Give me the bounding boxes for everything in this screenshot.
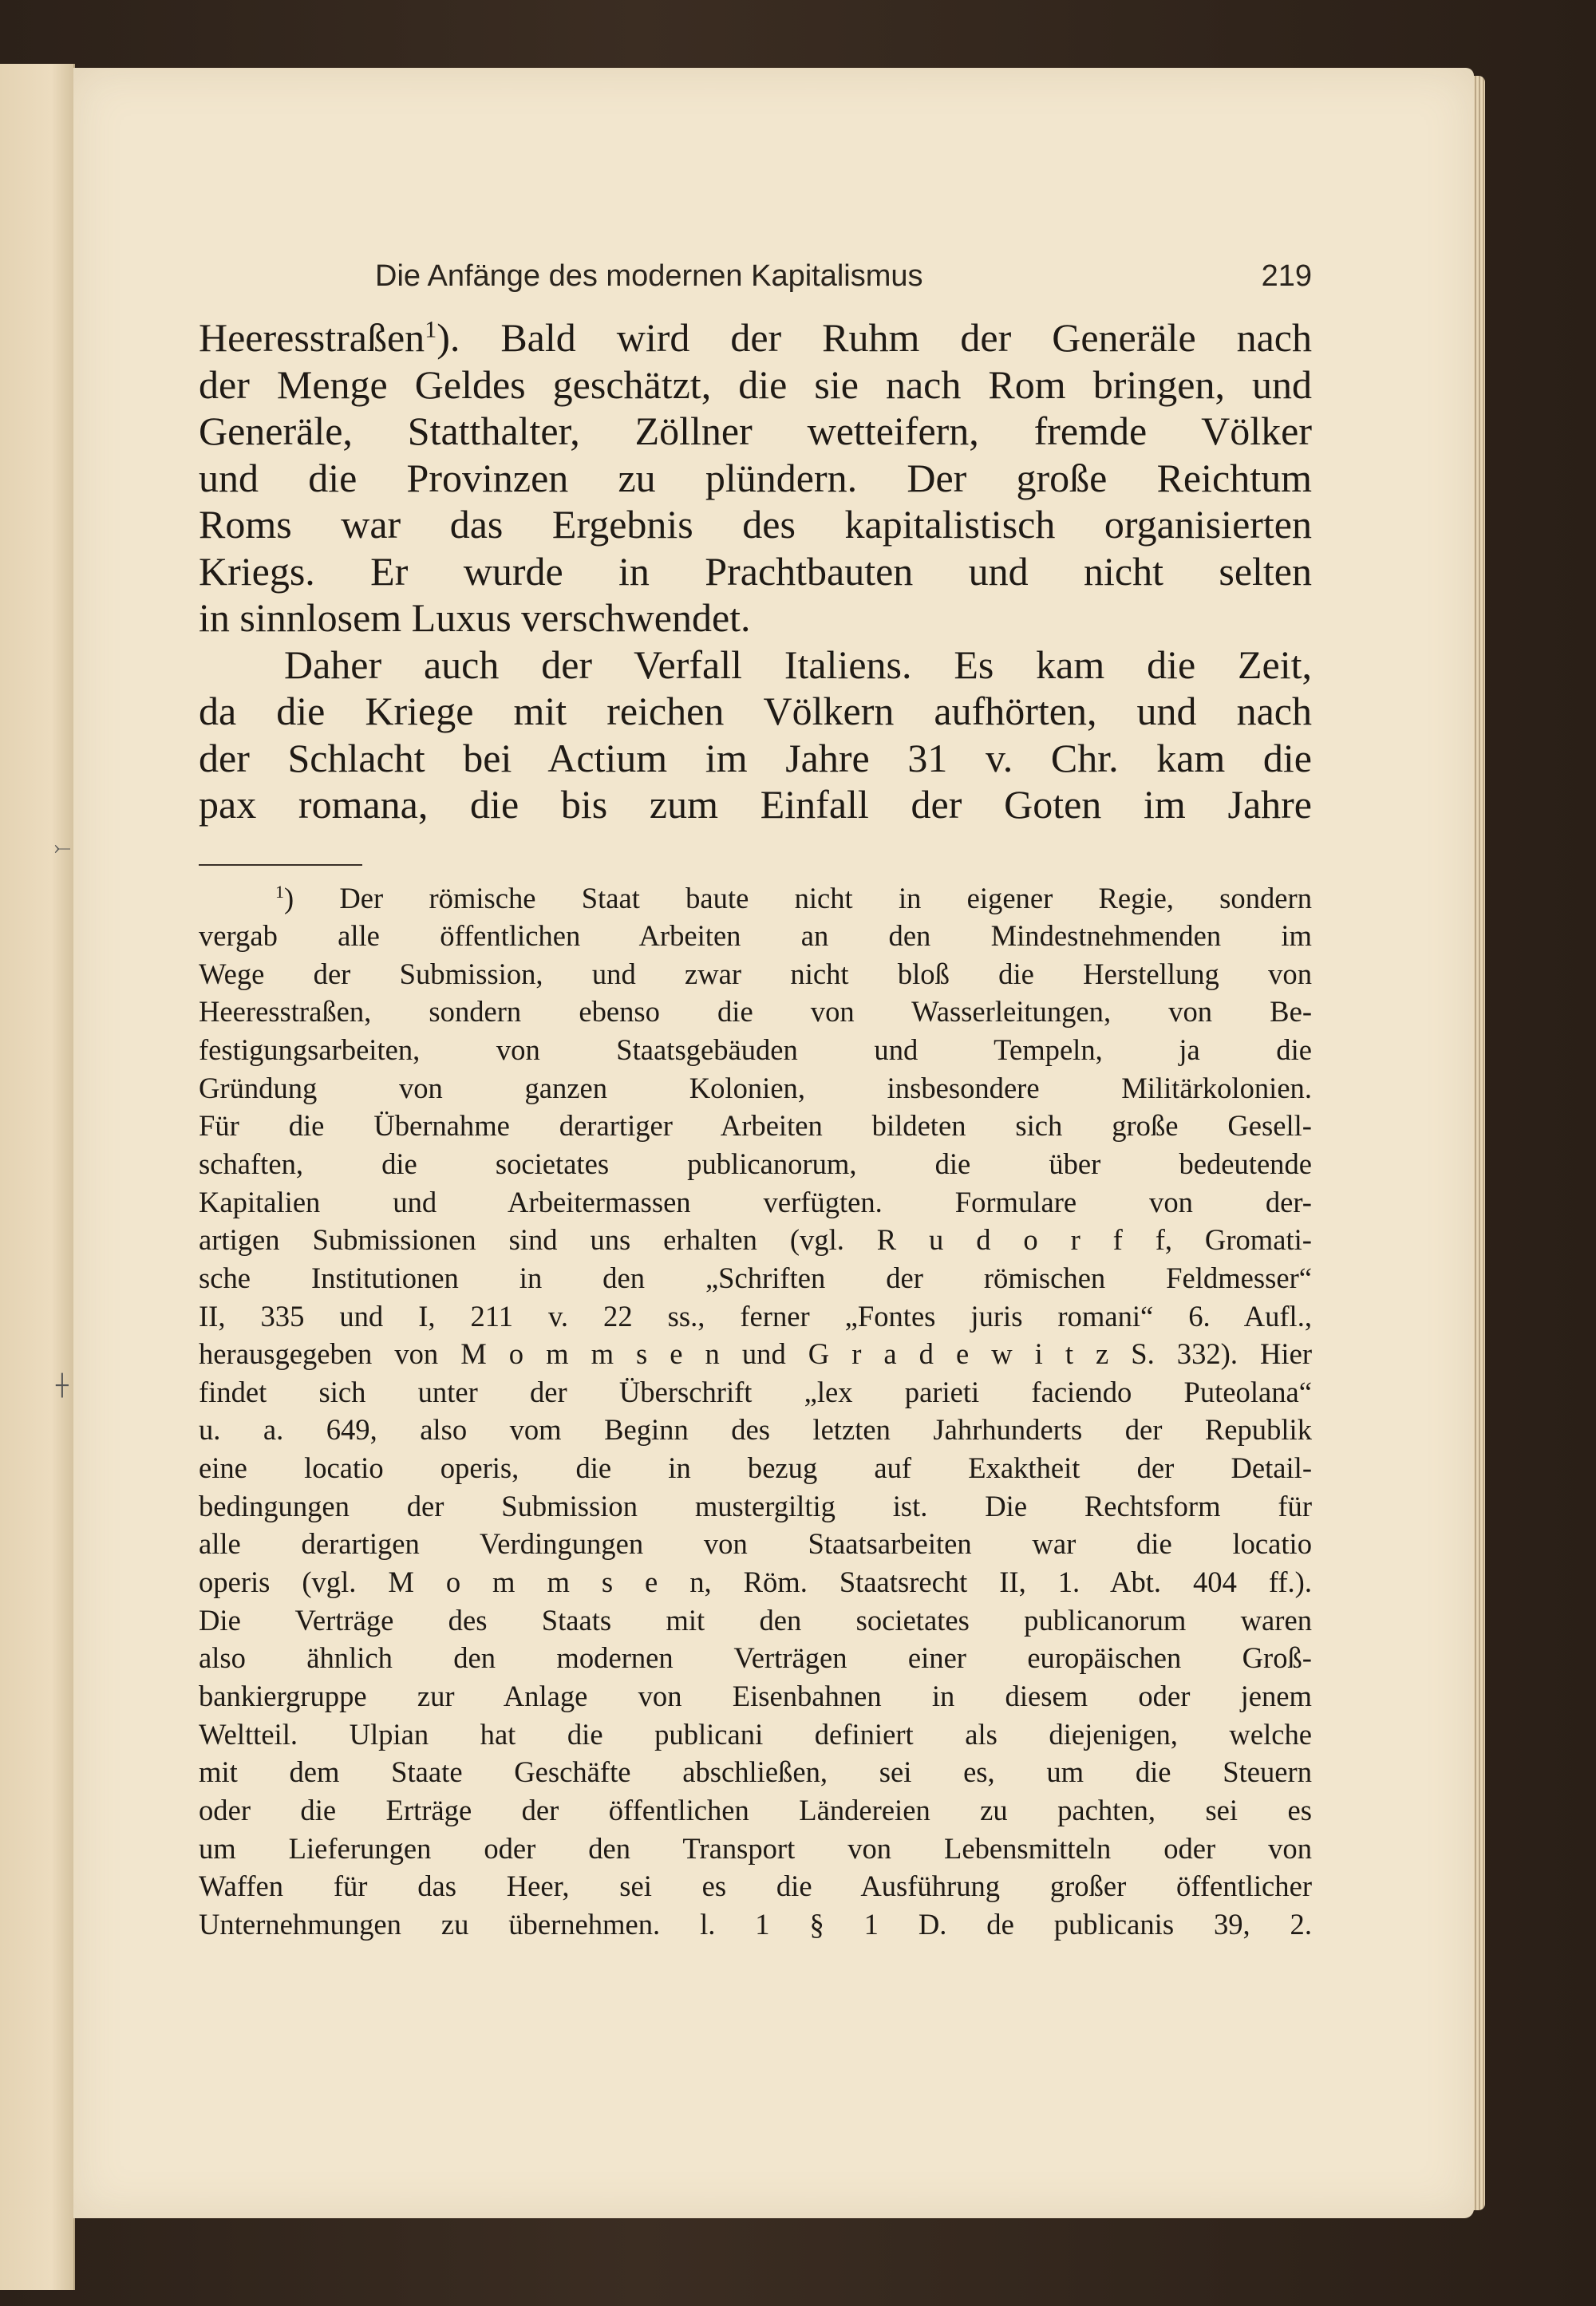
footnote-line: um Lieferungen oder den Transport von Lebensmitteln oder von xyxy=(199,1831,1312,1865)
footnote xyxy=(199,879,1312,1944)
body-line: der Schlacht bei Actium im Jahre 31 v. Chr. kam die xyxy=(199,735,1312,780)
body-line: in sinnlosem Luxus verschwendet. xyxy=(199,595,751,640)
body-line: Generäle, Statthalter, Zöllner wetteifern, fremde Völker xyxy=(199,409,1312,453)
body-line-1-start: Heeresstraßen xyxy=(199,315,425,360)
footnote-line: Heeresstraßen, sondern ebenso die von Wasserleitungen, von Be- xyxy=(199,995,1312,1029)
body-line: pax romana, die bis zum Einfall der Goten im Jahre xyxy=(199,782,1312,827)
footnote-line: alle derartigen Verdingungen von Staatsarbeiten war die locatio xyxy=(199,1527,1312,1561)
footnote-line: Waffen für das Heer, sei es die Ausführung großer öffentlicher xyxy=(199,1870,1312,1903)
footnote-line: artigen Submissionen sind uns erhalten (vgl. R u d o r f f, Gromati- xyxy=(199,1223,1312,1257)
page-content xyxy=(199,259,1312,1943)
body-line: Kriegs. Er wurde in Prachtbauten und nicht selten xyxy=(199,548,1312,594)
footnote-line: sche Institutionen in den „Schriften der römischen Feldmesser“ xyxy=(199,1261,1312,1294)
running-head xyxy=(199,259,1312,307)
footnote-reference: 1 xyxy=(425,316,437,343)
previous-page-edge xyxy=(0,64,75,2290)
footnote-marker: 1 xyxy=(275,881,284,902)
body-line: der Menge Geldes geschätzt, die sie nach Rom bringen, und xyxy=(199,361,1312,407)
footnote-line: bankiergruppe zur Anlage von Eisenbahnen in diesem oder jenem xyxy=(199,1679,1312,1712)
footnote-line: Wege der Submission, und zwar nicht bloß die Herstellung von xyxy=(199,957,1312,990)
body-line: Roms war das Ergebnis des kapitalistisch organisierten xyxy=(199,502,1312,547)
body-line: und die Provinzen zu plündern. Der große Reichtum xyxy=(199,455,1312,500)
page-number: 219 xyxy=(1261,259,1312,293)
footnote-line: oder die Erträge der öffentlichen Ländereien zu pachten, sei es xyxy=(199,1793,1312,1826)
footnote-line: Für die Übernahme derartiger Arbeiten bildeten sich große Gesell- xyxy=(199,1109,1312,1143)
footnote-line: herausgegeben von M o m m s e n und G r a d e w i t z S. 332). Hier xyxy=(199,1337,1312,1371)
body-line: Daher auch der Verfall Italiens. Es kam die Zeit, xyxy=(284,642,1312,687)
footnote-line: II, 335 und I, 211 v. 22 ss., ferner „Fontes juris romani“ 6. Aufl., xyxy=(199,1299,1312,1333)
main-text xyxy=(199,314,1312,828)
footnote-line xyxy=(199,879,1312,918)
footnote-line: operis (vgl. M o m m s e n, Röm. Staatsrecht II, 1. Abt. 404 ff.). xyxy=(199,1566,1312,1599)
running-head-title: Die Anfänge des modernen Kapitalismus xyxy=(375,259,923,293)
footnote-separator xyxy=(199,864,362,866)
footnote-line: Gründung von ganzen Kolonien, insbesondere Militärkolonien. xyxy=(199,1071,1312,1104)
margin-arrow-icon: ⤚ xyxy=(54,836,71,860)
footnote-line: findet sich unter der Überschrift „lex parieti faciendo Puteolana“ xyxy=(199,1375,1312,1408)
footnote-line: Weltteil. Ulpian hat die publicani definiert als diejenigen, welche xyxy=(199,1717,1312,1751)
body-line-1-end: ). Bald wird der Ruhm der Generäle nach xyxy=(437,315,1312,360)
footnote-line: also ähnlich den modernen Verträgen einer europäischen Groß- xyxy=(199,1641,1312,1675)
footnote-line: u. a. 649, also vom Beginn des letzten Jahrhunderts der Republik xyxy=(199,1413,1312,1447)
footnote-line: Die Verträge des Staats mit den societates publicanorum waren xyxy=(199,1603,1312,1637)
footnote-line: Kapitalien und Arbeitermassen verfügten. Formulare von der- xyxy=(199,1185,1312,1218)
footnote-line: vergab alle öffentlichen Arbeiten an den Mindestnehmenden im xyxy=(199,919,1312,953)
footnote-line: festigungsarbeiten, von Staatsgebäuden und Tempeln, ja die xyxy=(199,1033,1312,1067)
footnote-line-text: ) Der römische Staat baute nicht in eigener Regie, sondern xyxy=(283,881,1312,914)
footnote-line: schaften, die societates publicanorum, die über bedeutende xyxy=(199,1147,1312,1180)
book-page xyxy=(73,68,1474,2218)
footnote-line: Unternehmungen zu übernehmen. l. 1 § 1 D. de publicanis 39, 2. xyxy=(199,1907,1312,1941)
footnote-line: mit dem Staate Geschäfte abschließen, sei es, um die Steuern xyxy=(199,1755,1312,1789)
body-line xyxy=(199,314,1312,361)
footnote-line: eine locatio operis, die in bezug auf Exaktheit der Detail- xyxy=(199,1451,1312,1485)
margin-cross-icon: ┼ xyxy=(56,1374,69,1398)
footnote-line: bedingungen der Submission mustergiltig ist. Die Rechtsform für xyxy=(199,1489,1312,1522)
body-line: da die Kriege mit reichen Völkern aufhörten, und nach xyxy=(199,689,1312,733)
